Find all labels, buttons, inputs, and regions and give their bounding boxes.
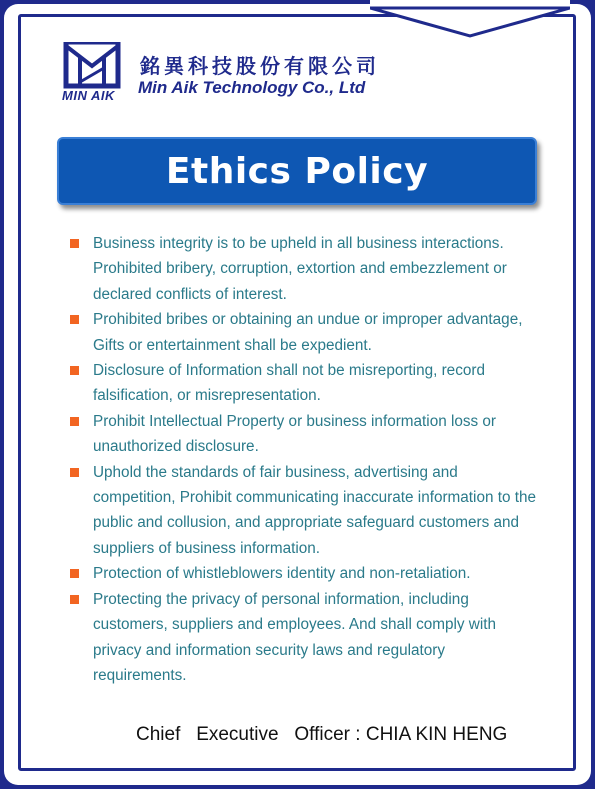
page-title: Ethics Policy xyxy=(165,151,429,192)
policy-text: Business integrity is to be upheld in all business interactions. Prohibited bribery, corruption, extortion and embezzlement or declared conflicts of interest. xyxy=(93,235,507,303)
policy-item xyxy=(70,231,540,307)
bullet-square-icon xyxy=(70,569,79,578)
bullet-square-icon xyxy=(70,239,79,248)
policy-item xyxy=(70,561,540,586)
bullet-square-icon xyxy=(70,468,79,477)
bullet-square-icon xyxy=(70,595,79,604)
policy-item xyxy=(70,307,540,358)
title-banner xyxy=(57,137,537,205)
policy-text: Uphold the standards of fair business, advertising and competition, Prohibit communicating inaccurate information to the public and collusion, and appropriate safeguard customers and suppliers of business information. xyxy=(93,463,536,557)
policy-item xyxy=(70,358,540,409)
policy-item xyxy=(70,460,540,562)
signature-line: Chief Executive Officer : CHIA KIN HENG xyxy=(136,724,508,745)
policy-text: Protection of whistleblowers identity and non-retaliation. xyxy=(93,565,471,583)
policy-item xyxy=(70,409,540,460)
company-name-chinese: 銘異科技股份有限公司 xyxy=(140,54,380,78)
bullet-square-icon xyxy=(70,315,79,324)
decorative-tab xyxy=(370,0,570,40)
policy-text: Disclosure of Information shall not be misreporting, record falsification, or misrepresentation. xyxy=(93,362,485,405)
policy-text: Protecting the privacy of personal information, including customers, suppliers and employees. And shall comply with privacy and information security laws and regulatory requirements. xyxy=(93,590,497,684)
policy-list xyxy=(70,231,540,688)
policy-text: Prohibit Intellectual Property or business information loss or unauthorized disclosure. xyxy=(93,412,497,456)
policy-text: Prohibited bribes or obtaining an undue or improper advantage, Gifts or entertainment shall be expedient. xyxy=(93,311,523,354)
bullet-square-icon xyxy=(70,417,79,426)
bullet-square-icon xyxy=(70,366,79,375)
logo-text: MIN AIK xyxy=(62,88,115,103)
policy-item xyxy=(70,587,540,689)
company-name-english: Min Aik Technology Co., Ltd xyxy=(138,78,366,97)
